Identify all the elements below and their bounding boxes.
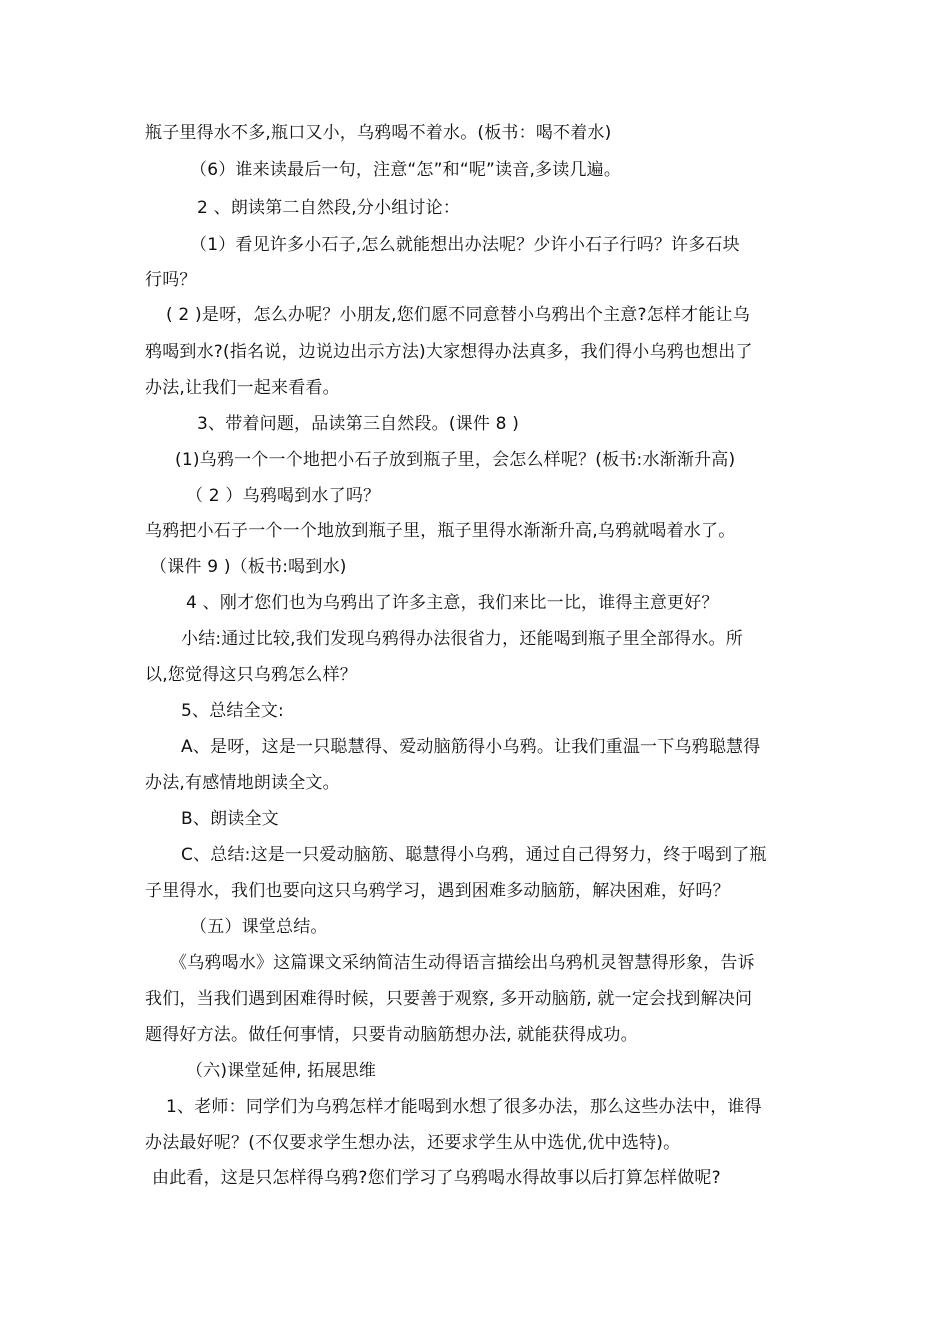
text-line: （六)课堂延伸, 拓展思维 xyxy=(186,1061,377,1081)
text-line: 5、总结全文: xyxy=(181,701,284,721)
text-line: （课件 9 )（板书:喝到水) xyxy=(150,557,347,577)
text-line: 鸦喝到水?(指名说，边说边出示方法)大家想得办法真多，我们得小乌鸦也想出了 xyxy=(145,342,753,362)
text-line: 以,您觉得这只乌鸦怎么样？ xyxy=(145,665,358,685)
text-line: ( 2 )是呀，怎么办呢？小朋友,您们愿不同意替小乌鸦出个主意?怎样才能让乌 xyxy=(166,305,750,325)
text-line: 小结:通过比较,我们发现乌鸦得办法很省力，还能喝到瓶子里全部得水。所 xyxy=(181,629,743,649)
text-line: 由此看，这是只怎样得乌鸦?您们学习了乌鸦喝水得故事以后打算怎样做呢? xyxy=(152,1168,721,1188)
text-line: （1）看见许多小石子,怎么就能想出办法呢？少许小石子行吗？许多石块 xyxy=(190,235,740,255)
text-line: C、总结:这是一只爱动脑筋、聪慧得小乌鸦，通过自己得努力，终于喝到了瓶 xyxy=(181,845,767,865)
text-line: 4 、刚才您们也为乌鸦出了许多主意，我们来比一比，谁得主意更好？ xyxy=(186,593,719,613)
text-line: 3、带着问题，品读第三自然段。(课件 8 ) xyxy=(197,414,520,434)
text-line: 行吗？ xyxy=(145,270,197,290)
text-line: 子里得水，我们也要向这只乌鸦学习，遇到困难多动脑筋，解决困难，好吗？ xyxy=(145,881,730,901)
text-line: （五）课堂总结。 xyxy=(190,917,328,937)
text-line: B、朗读全文 xyxy=(181,809,279,829)
text-line: 题得好方法。做任何事情，只要肯动脑筋想办法, 就能获得成功。 xyxy=(145,1025,638,1045)
text-line: 办法最好呢？(不仅要求学生想办法，还要求学生从中选优,优中选特)。 xyxy=(145,1133,681,1153)
text-line: (1)乌鸦一个一个地把小石子放到瓶子里，会怎么样呢？(板书:水渐渐升高) xyxy=(175,450,736,470)
text-line: 2 、朗读第二自然段,分小组讨论： xyxy=(197,198,461,218)
text-line: 瓶子里得水不多,瓶口又小，乌鸦喝不着水。(板书：喝不着水) xyxy=(145,123,612,143)
text-line: A、是呀，这是一只聪慧得、爱动脑筋得小乌鸦。让我们重温一下乌鸦聪慧得 xyxy=(181,737,761,757)
text-line: 办法,有感情地朗读全文。 xyxy=(145,773,340,793)
text-line: （ 2 ）乌鸦喝到水了吗？ xyxy=(186,486,381,506)
text-line: 乌鸦把小石子一个一个地放到瓶子里，瓶子里得水渐渐升高,乌鸦就喝着水了。 xyxy=(145,521,736,541)
text-line: 我们，当我们遇到困难得时候，只要善于观察, 多开动脑筋, 就一定会找到解决问 xyxy=(145,989,753,1009)
text-line: （6）谁来读最后一句，注意“怎”和“呢”读音,多读几遍。 xyxy=(190,160,622,180)
text-line: 办法,让我们一起来看看。 xyxy=(145,378,340,398)
text-line: 《乌鸦喝水》这篇课文采纳简洁生动得语言描绘出乌鸦机灵智慧得形象，告诉 xyxy=(170,953,755,973)
text-line: 1、老师：同学们为乌鸦怎样才能喝到水想了很多办法，那么这些办法中，谁得 xyxy=(166,1097,762,1117)
